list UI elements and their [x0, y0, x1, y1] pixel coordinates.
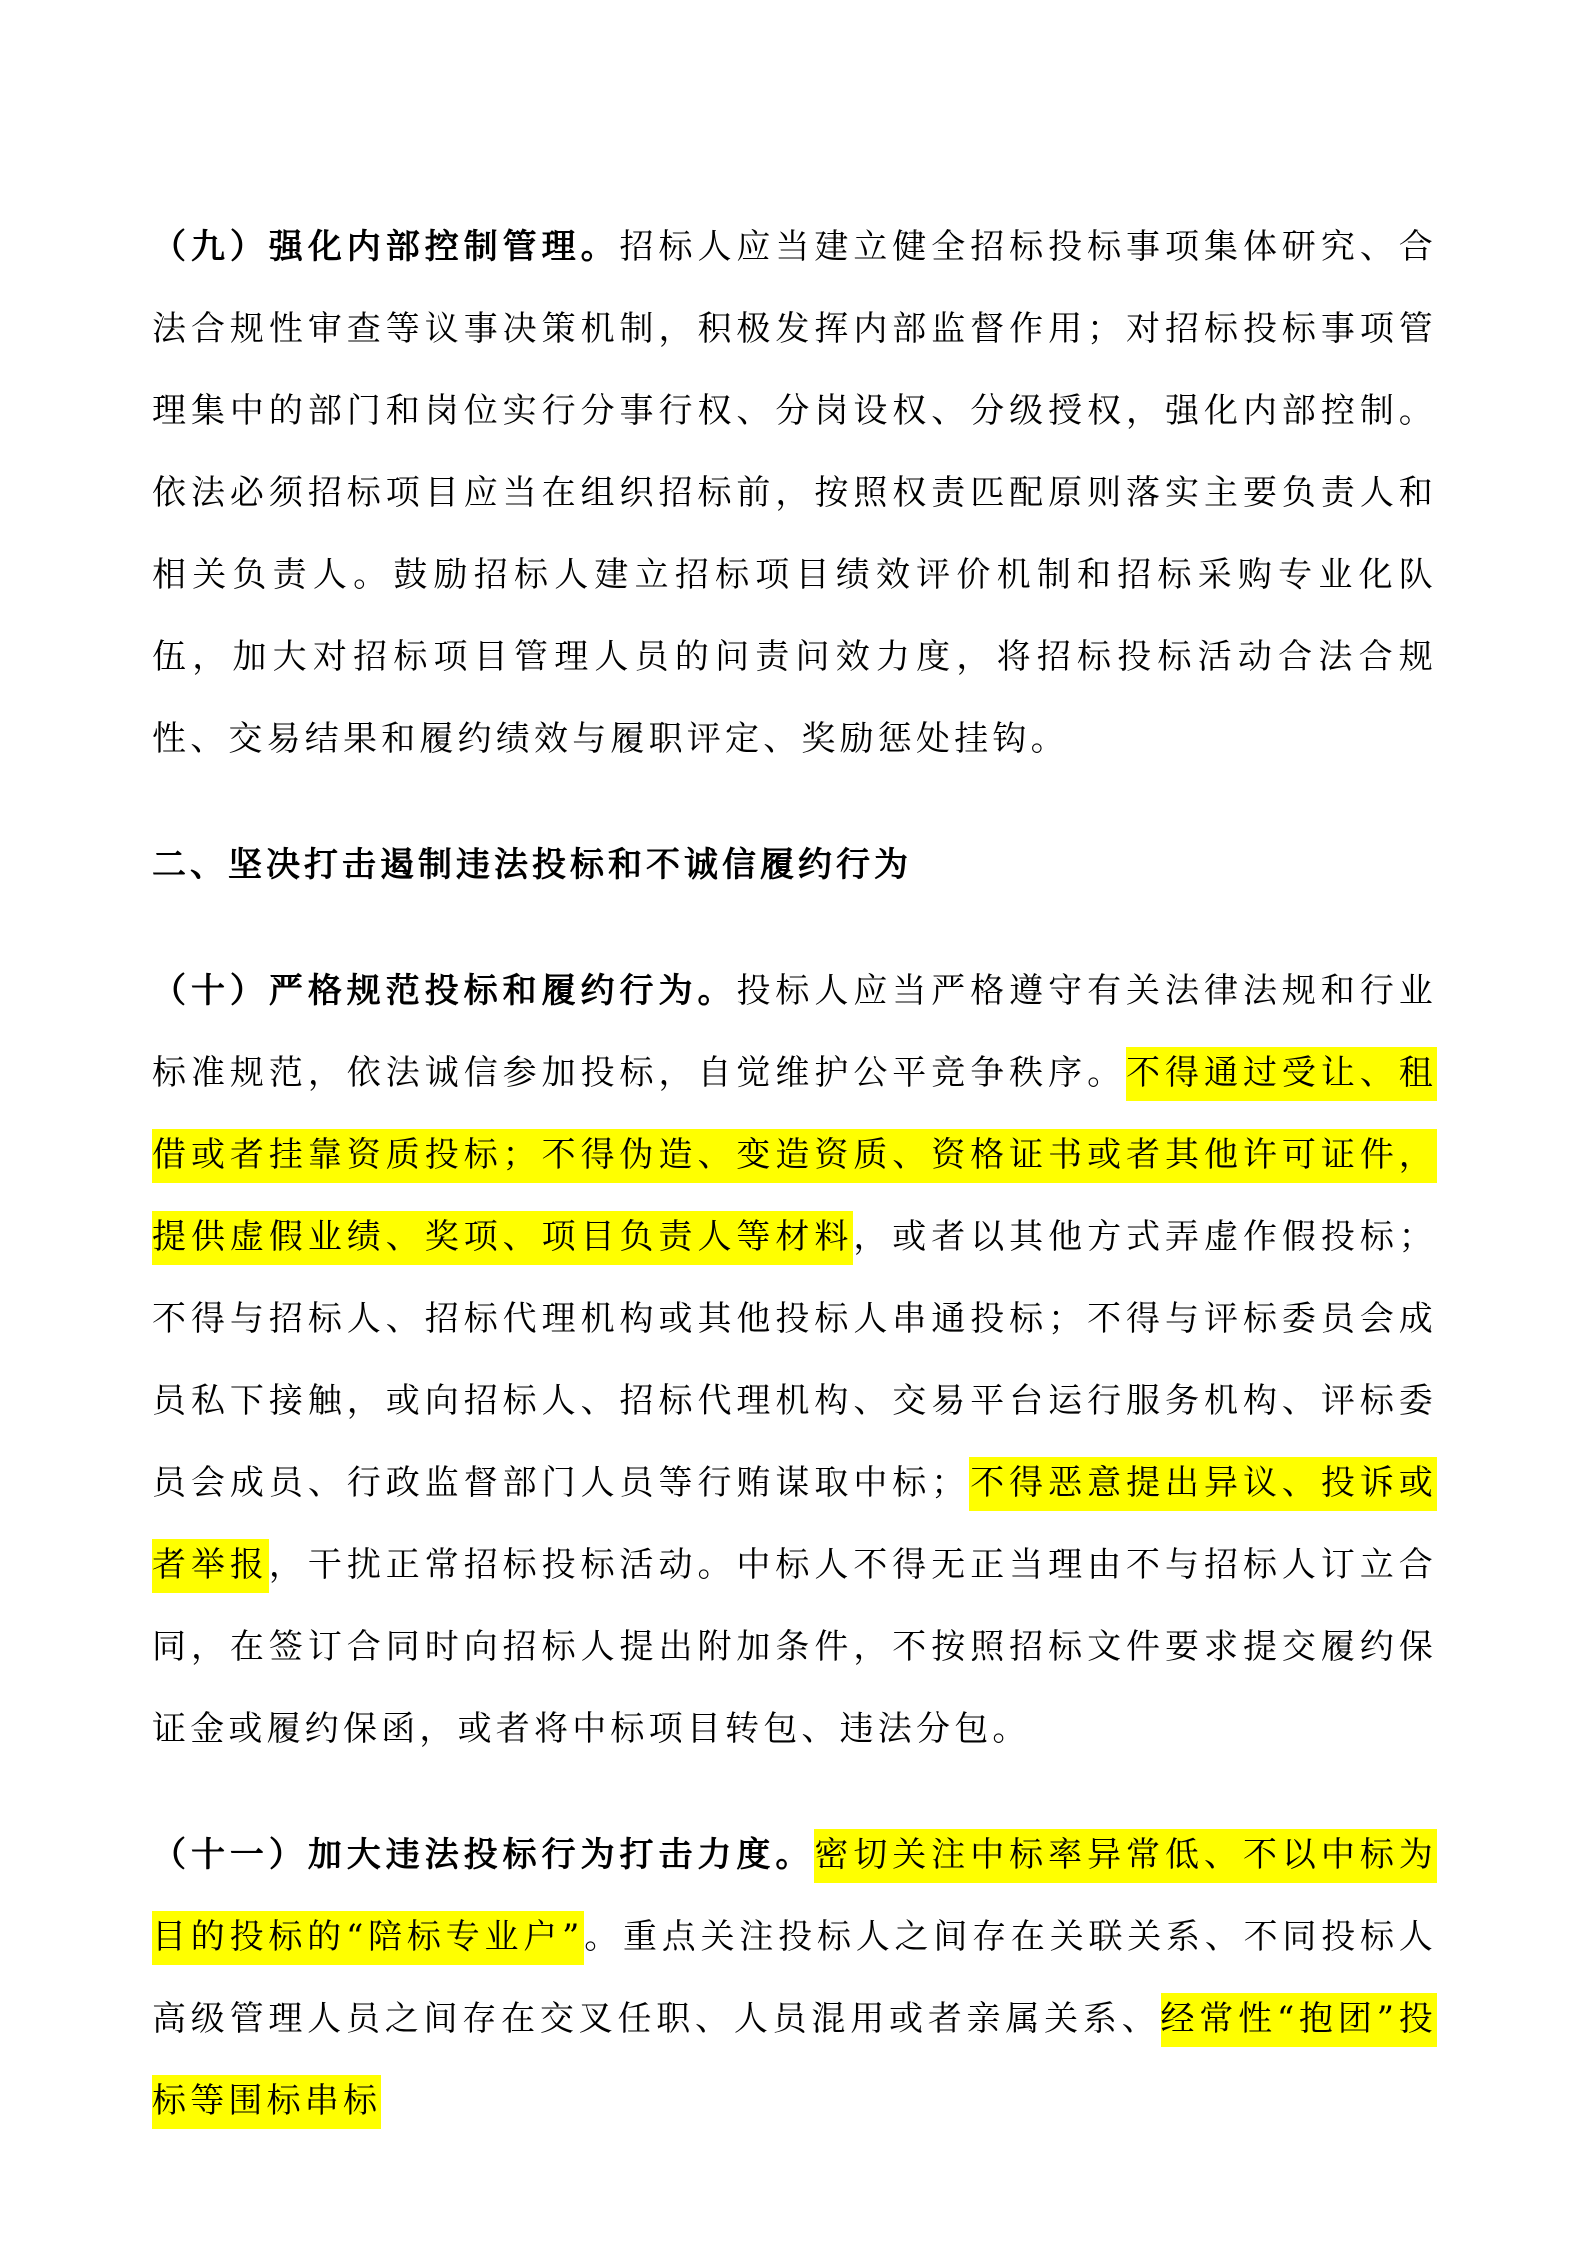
section-2-title: 二、坚决打击遏制违法投标和不诚信履约行为	[152, 845, 912, 885]
paragraph-10-text-2: ，或者以其他方式弄虚作假投标；不得与招标人、招标代理机构或其他投标人串通投标；不得与评标委员会成员私下接触，或向招标人、招标代理机构、交易平台运行服务机构、评标委员会成员、行政监督部门人员等行贿谋取中标；	[152, 1217, 1437, 1503]
paragraph-9-heading: （九）强化内部控制管理。	[152, 227, 620, 267]
paragraph-10	[152, 950, 1437, 1770]
paragraph-10-highlight-2: 不得恶意提出异议、投诉或者举报	[152, 1457, 1437, 1593]
paragraph-9	[152, 206, 1437, 780]
paragraph-11-heading: （十一）加大违法投标行为打击力度。	[152, 1835, 815, 1875]
paragraph-11-highlight-1: 密切关注中标率异常低、不以中标为目的投标的“陪标专业户”	[152, 1829, 1437, 1965]
paragraph-11-highlight-2: 经常性“抱团”投标等围标串标	[152, 1993, 1437, 2129]
paragraph-11	[152, 1814, 1437, 2142]
paragraph-11-text-1: 。重点关注投标人之间存在关联关系、不同投标人高级管理人员之间存在交叉任职、人员混用或者亲属关系、	[152, 1917, 1437, 2039]
paragraph-10-text-3: ，干扰正常招标投标活动。中标人不得无正当理由不与招标人订立合同，在签订合同时向招标人提出附加条件，不按照招标文件要求提交履约保证金或履约保函，或者将中标项目转包、违法分包。	[152, 1545, 1437, 1749]
paragraph-9-body: 招标人应当建立健全招标投标事项集体研究、合法合规性审查等议事决策机制，积极发挥内部监督作用；对招标投标事项管理集中的部门和岗位实行分事行权、分岗设权、分级授权，强化内部控制。依法必须招标项目应当在组织招标前，按照权责匹配原则落实主要负责人和相关负责人。鼓励招标人建立招标项目绩效评价机制和招标采购专业化队伍，加大对招标项目管理人员的问责问效力度，将招标投标活动合法合规性、交易结果和履约绩效与履职评定、奖励惩处挂钩。	[152, 227, 1437, 759]
paragraph-10-heading: （十）严格规范投标和履约行为。	[152, 971, 737, 1011]
paragraph-10-highlight-1: 不得通过受让、租借或者挂靠资质投标；不得伪造、变造资质、资格证书或者其他许可证件，提供虚假业绩、奖项、项目负责人等材料	[152, 1047, 1437, 1265]
paragraph-10-text-1: 投标人应当严格遵守有关法律法规和行业标准规范，依法诚信参加投标，自觉维护公平竞争秩序。	[152, 971, 1437, 1093]
